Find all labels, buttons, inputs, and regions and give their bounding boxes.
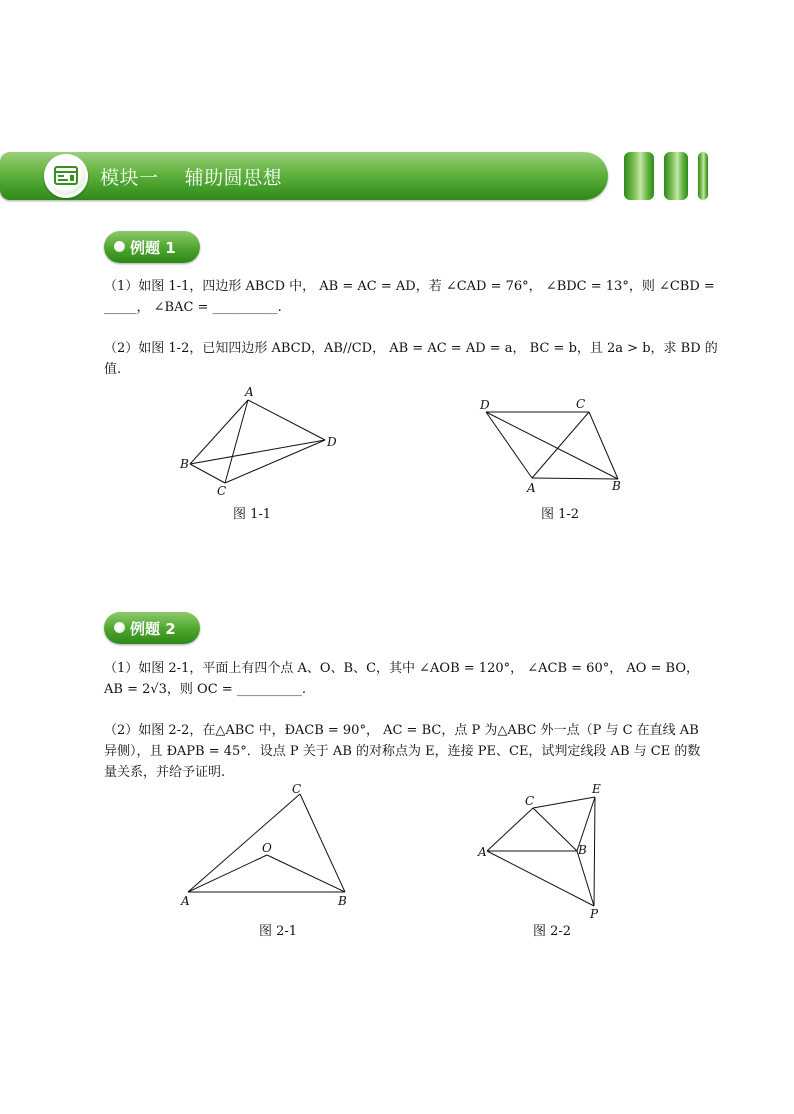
figure-2-2-caption: 图 2-2 <box>533 924 572 939</box>
example-2-question-1 <box>104 658 700 700</box>
banner-bar <box>0 152 608 200</box>
segment-ad <box>248 400 325 440</box>
question-line: 值. <box>104 362 122 377</box>
point-label-e: E <box>592 782 601 796</box>
figure-1-2-caption: 图 1-2 <box>541 507 580 522</box>
point-label-p: P <box>590 907 599 921</box>
question-line: （2）如图 2-2，在△ABC 中，ÐACB = 90°， AC = BC，点 P 为△ABC 外一点（P 与 C 在直线 AB <box>104 723 699 738</box>
point-label-c: C <box>576 397 586 411</box>
point-label-c: C <box>217 484 227 498</box>
example-1-badge-label: 例题 1 <box>130 239 176 257</box>
module-title: 模块一 辅助圆思想 <box>100 167 283 189</box>
module-banner <box>0 150 610 202</box>
point-label-b: B <box>338 894 347 908</box>
banner-decoration-block <box>664 152 688 200</box>
banner-decoration-block <box>698 152 708 200</box>
question-line: 量关系，并给予证明. <box>104 765 226 780</box>
point-label-a: A <box>527 481 536 495</box>
figure-2-1-caption: 图 2-1 <box>259 924 298 939</box>
segment-cb <box>533 808 577 851</box>
segment-bp <box>577 851 594 906</box>
bullet-icon <box>114 622 125 633</box>
figure-1-2 <box>470 390 640 500</box>
example-1-badge <box>104 231 200 263</box>
point-label-b: B <box>180 457 189 471</box>
segment-db <box>486 412 618 479</box>
segment-da <box>486 412 532 478</box>
figure-2-2 <box>470 778 620 923</box>
question-line: 异侧），且 ÐAPB = 45°．设点 P 关于 AB 的对称点为 E，连接 PE、CE，试判定线段 AB 与 CE 的数 <box>104 744 701 759</box>
example-2-badge <box>104 612 200 644</box>
window-icon <box>44 154 88 198</box>
point-label-d: D <box>480 398 490 412</box>
point-label-d: D <box>327 435 337 449</box>
segment-ob <box>267 855 345 892</box>
question-line: （1）如图 2-1，平面上有四个点 A、O、B、C，其中 ∠AOB = 120°， ∠ACB = 60°， AO = BO， <box>104 661 700 676</box>
banner-decoration-block <box>624 152 654 200</box>
figure-2-1 <box>170 775 370 915</box>
example-1-question-1 <box>104 276 715 318</box>
question-line: （1）如图 1-1，四边形 ABCD 中， AB = AC = AD，若 ∠CAD = 76°， ∠BDC = 13°，则 ∠CBD = <box>104 279 715 294</box>
segment-ao <box>188 855 267 892</box>
example-2-badge-label: 例题 2 <box>130 620 176 638</box>
point-label-o: O <box>262 841 272 855</box>
point-label-a: A <box>478 845 487 859</box>
figure-1-1 <box>170 380 350 500</box>
segment-ac <box>487 808 533 851</box>
point-label-c: C <box>292 782 302 796</box>
point-label-a: A <box>181 894 190 908</box>
question-line: （2）如图 1-2，已知四边形 ABCD，AB//CD， AB = AC = AD = a， BC = b，且 2a > b，求 BD 的 <box>104 341 718 356</box>
bullet-icon <box>114 241 125 252</box>
point-label-b: B <box>578 843 587 857</box>
question-line: AB = 2√3，则 OC = __________. <box>104 682 306 697</box>
segment-cb <box>589 412 618 479</box>
segment-ac <box>532 412 589 478</box>
segment-ab <box>532 478 618 479</box>
segment-ac <box>188 794 300 892</box>
segment-cd <box>225 440 325 483</box>
point-label-c: C <box>525 794 535 808</box>
segment-bd <box>190 440 325 464</box>
segment-ep <box>594 797 595 906</box>
segment-bc <box>190 464 225 483</box>
point-label-a: A <box>245 385 254 399</box>
question-line: _____， ∠BAC = __________. <box>104 300 282 315</box>
segment-ap <box>487 851 594 906</box>
segment-cb <box>300 794 345 892</box>
example-1-question-2 <box>104 338 718 380</box>
point-label-b: B <box>612 479 621 493</box>
segment-ce <box>533 797 595 808</box>
figure-1-1-caption: 图 1-1 <box>233 507 272 522</box>
example-2-question-2 <box>104 720 700 783</box>
